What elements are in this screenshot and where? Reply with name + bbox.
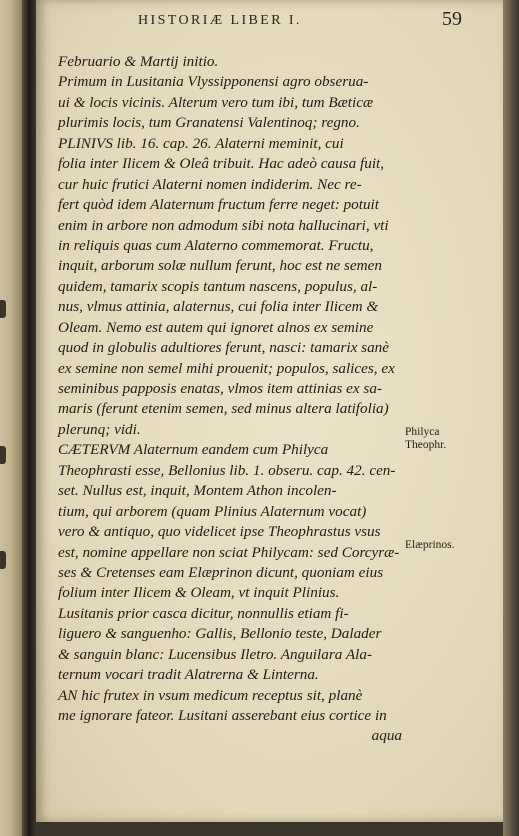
text-line: folia inter Ilicem & Oleâ tribuit. Hac adeò causa fuit, — [58, 155, 385, 173]
text-line: inquit, arborum solæ nullum ferunt, hoc est ne semen — [58, 257, 382, 275]
text-line: me ignorare fateor. Lusitani asserebant eius cortice in — [58, 707, 387, 724]
text-line: folium inter Ilicem & Oleam, vt inquit Plinius. — [58, 584, 340, 602]
text-line: quod in globulis adultiores ferunt, nasci: tamarix sanè — [58, 339, 390, 357]
previous-page-letter-fragment — [0, 446, 6, 464]
text-line: liguero & sanguenho: Gallis, Bellonio teste, Dalader — [58, 625, 382, 643]
margin-note-line: Theophr. — [405, 439, 447, 451]
text-line: enim in arbore non admodum sibi nota hallucinari, vti — [58, 216, 389, 234]
text-line: Theophrasti esse, Bellonius lib. 1. obseru. cap. 42. cen- — [58, 461, 396, 479]
text-line: ui & locis vicinis. Alterum vero tum ibi, tum Bæticæ — [58, 93, 374, 111]
text-line: est, nomine appellare non sciat Philycam: sed Corcyræ- — [58, 543, 400, 561]
text-line: vero & antiquo, quo videlicet ipse Theophrastus vsus — [58, 523, 381, 541]
text-line: quidem, tamarix scopis tantum nascens, populus, al- — [58, 277, 378, 295]
running-title: HISTORIÆ LIBER I. — [138, 13, 302, 28]
text-line: tium, qui arborem (quam Plinius Alaternum vocat) — [58, 502, 367, 520]
text-line: seminibus papposis enatas, vlmos item attinias ex sa- — [58, 380, 382, 397]
text-line: fert quòd idem Alaternum fructum ferre neget: potuit — [58, 196, 379, 214]
margin-note-line: Philyca — [405, 426, 440, 438]
text-line: plurimis locis, tum Granatensi Valentinoq; regno. — [58, 114, 360, 132]
text-line: AN hic frutex in vsum medicum receptus sit, planè — [58, 686, 363, 704]
page-number: 59 — [442, 8, 462, 30]
margin-note-elaeprinos — [405, 539, 455, 552]
text-line: nus, vlmus attinia, alaternus, cui folia inter Ilicem & — [58, 298, 379, 316]
book-gutter — [22, 0, 36, 836]
text-line: set. Nullus est, inquit, Montem Athon incolen- — [58, 482, 337, 500]
text-line: Oleam. Nemo est autem qui ignoret alnos ex semine — [58, 318, 374, 336]
text-line: CÆTERVM Alaternum eandem cum Philyca — [58, 441, 329, 459]
text-line: cur huic frutici Alaterni nomen indiderim. Nec re- — [58, 175, 362, 193]
text-line: maris (ferunt etenim semen, sed minus altera latifolia) — [58, 400, 389, 418]
previous-page-edge — [0, 0, 22, 836]
text-line: Primum in Lusitania Vlyssipponensi agro obserua- — [58, 73, 369, 91]
margin-note-philyca — [405, 426, 446, 452]
text-line: plerunq; vidi. — [58, 420, 141, 438]
text-line: & sanguin blanc: Lucensibus Iletro. Anguilara Ala- — [58, 645, 373, 663]
text-line: Lusitanis prior casca dicitur, nonnullis etiam fi- — [58, 604, 349, 622]
page-edge-shadow — [503, 0, 519, 836]
text-line: in reliquis quas cum Alaterno commemorat. Fructu, — [58, 236, 374, 254]
text-line: ses & Cretenses eam Elæprinon dicunt, quoniam eius — [58, 563, 384, 581]
text-line: ternum vocari tradit Alatrerna & Linterna. — [58, 666, 319, 684]
body-text — [58, 52, 404, 747]
text-line: Februario & Martij initio. — [58, 53, 219, 70]
page-header — [58, 8, 468, 32]
margin-note-line: Elæprinos. — [405, 539, 455, 551]
text-line: ex semine non semel mihi prouenit; populos, salices, ex — [58, 359, 395, 377]
page-bottom-shadow — [36, 822, 503, 836]
text-line: aqua — [371, 727, 402, 745]
text-line: PLINIVS lib. 16. cap. 26. Alaterni meminit, cui — [58, 134, 344, 152]
previous-page-letter-fragment — [0, 551, 6, 569]
previous-page-letter-fragment — [0, 300, 6, 318]
